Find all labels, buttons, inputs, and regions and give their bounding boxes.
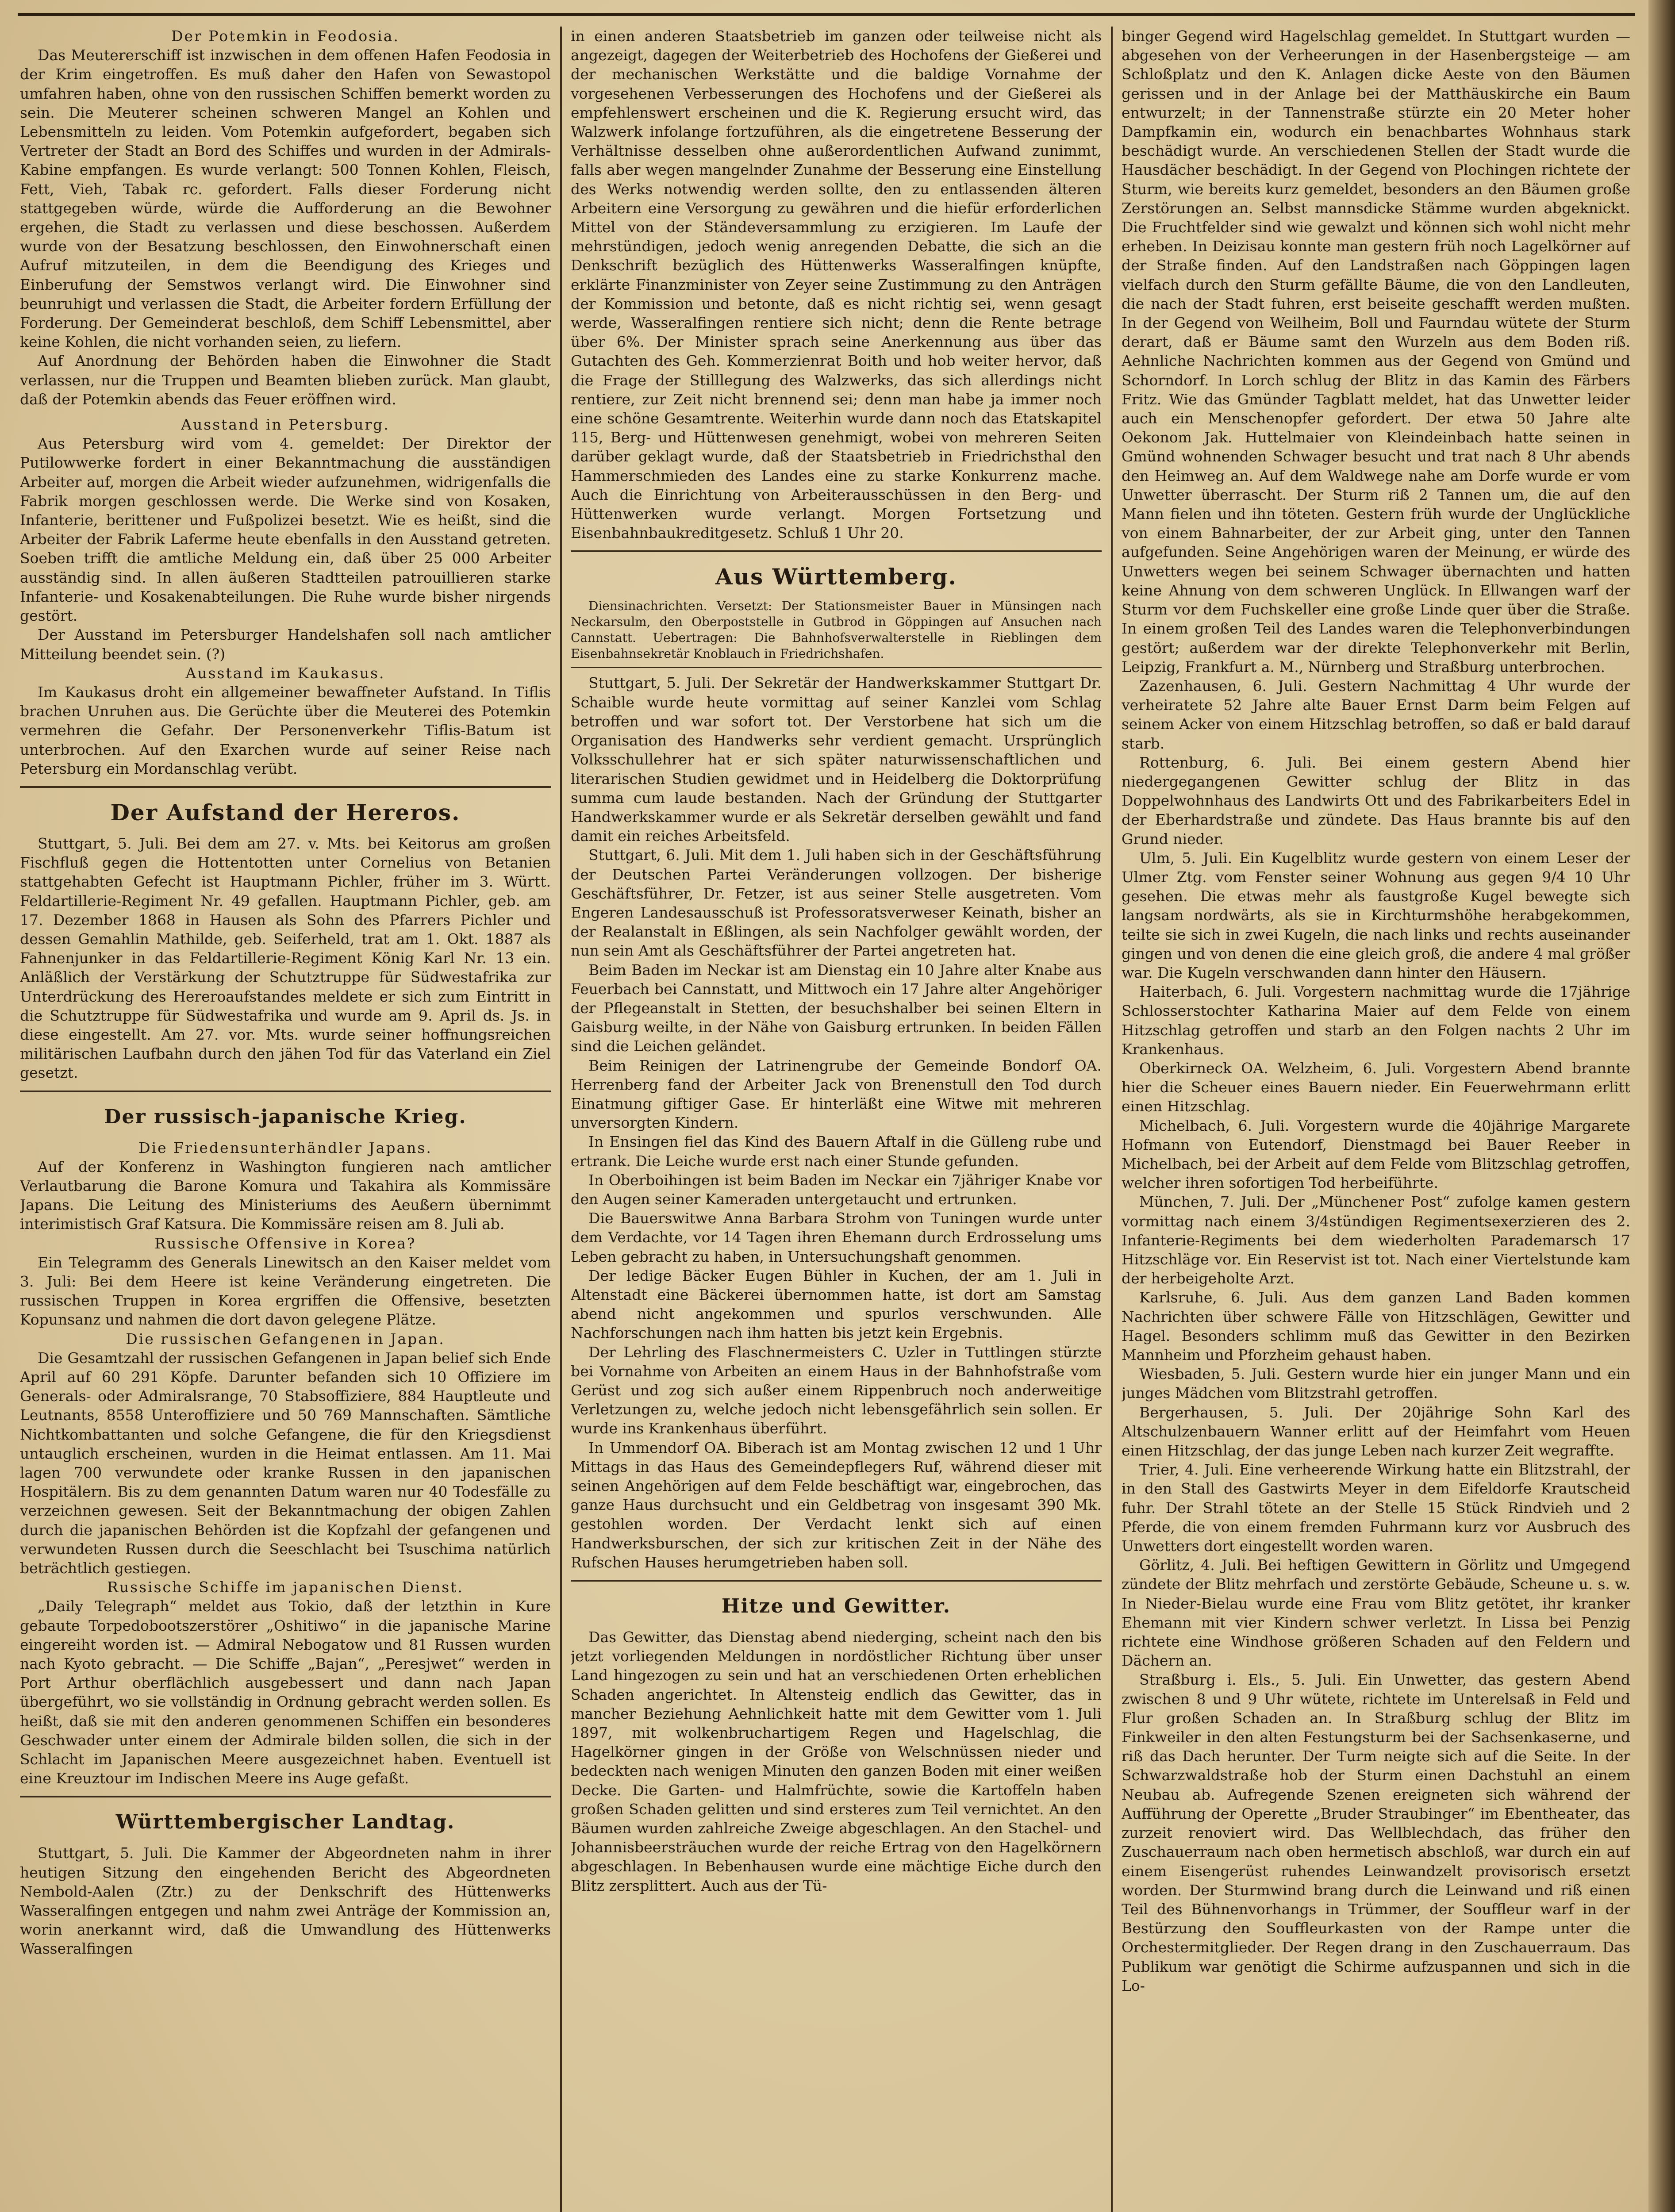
- article-paragraph: Stuttgart, 5. Juli. Der Sekretär der Handwerkskammer Stuttgart Dr. Schaible wurde heute vormittag auf seiner Kanzlei vom Schlag betroffen und war sofort tot. Der Verstorbene hat sich um die Organisation des Handwerks sehr verdient gemacht. Ursprünglich Volksschullehrer hat er sich später naturwissenschaftlichen und literarischen Studien gewidmet und in Heidelberg die Doktorprüfung summa cum laude bestanden. Nach der Gründung der Stuttgarter Handwerkskammer wurde er als Sekretär derselben gewählt und fand damit ein reiches Arbeitsfeld.: [571, 674, 1102, 845]
- article-paragraph: Zazenhausen, 6. Juli. Gestern Nachmittag 4 Uhr wurde der verheiratete 52 Jahre alte Bauer Ernst Darm beim Felgen auf seinem Acker von einem Hitzschlag betroffen, so daß er bald darauf starb.: [1122, 677, 1630, 752]
- section-heading-herero: Der Aufstand der Hereros.: [110, 799, 461, 826]
- article-paragraph: Stuttgart, 6. Juli. Mit dem 1. Juli haben sich in der Geschäftsführung der Deutschen Partei Veränderungen vollzogen. Der bisherige Geschäftsführer, Dr. Fetzer, ist aus seiner Stelle ausgetreten. Vom Engeren Landesausschuß ist Professoratsverweser Keinath, bisher an der Realanstalt in Eßlingen, als sein Nachfolger gewählt worden, der nun sein Amt als Geschäftsführer der Partei angetreten hat.: [571, 846, 1102, 960]
- article-paragraph: Bergerhausen, 5. Juli. Der 20jährige Sohn Karl des Altschulzenbauern Wanner erlitt auf der Heimfahrt vom Heuen einen Hitzschlag, der das junge Leben nach kurzer Zeit wegraffte.: [1122, 1403, 1630, 1459]
- section-divider: [20, 786, 551, 788]
- book-binding: [1648, 0, 1675, 2212]
- section-heading-landtag: Württembergischer Landtag.: [115, 1811, 455, 1834]
- section-heading-wurttemberg: Aus Württemberg.: [715, 564, 957, 590]
- article-paragraph: In Oberboihingen ist beim Baden im Neckar ein 7jähriger Knabe vor den Augen seiner Kameraden untergetaucht und ertrunken.: [571, 1171, 1102, 1208]
- top-rule: [18, 13, 1635, 16]
- column-rule: [1111, 27, 1113, 2212]
- section-divider: [571, 550, 1102, 552]
- article-paragraph: Rottenburg, 6. Juli. Bei einem gestern Abend hier niedergegangenen Gewitter schlug der Blitz in das Doppelwohnhaus des Landwirts Ott und des Fabrikarbeiters Edel in der Eberhardstraße und zündete. Das Haus brannte bis auf den Grund nieder.: [1122, 753, 1630, 848]
- column-1: [20, 27, 551, 2212]
- article-paragraph: Michelbach, 6. Juli. Vorgestern wurde die 40jährige Margarete Hofmann von Eutendorf, Dienstmagd bei Bauer Reeber in Michelbach, bei der Arbeit auf dem Felde vom Blitzschlag getroffen, welcher ihren sofortigen Tod herbeiführte.: [1122, 1117, 1630, 1192]
- subheading-war: Die Friedensunterhändler Japans.: [138, 1139, 432, 1156]
- article-paragraph: Die Gesamtzahl der russischen Gefangenen in Japan belief sich Ende April auf 60 291 Köpfe. Darunter befanden sich 10 Offiziere im Generals- oder Admiralsrange, 70 Stabsoffiziere, 884 Hauptleute und Leutnants, 8558 Unteroffiziere und 50 769 Mannschaften. Sämtliche Nichtkombattanten und solche Gefangene, die für den Kriegsdienst untauglich erscheinen, wurden in die Heimat entlassen. Am 11. Mai lagen 700 verwundete oder kranke Russen in den japanischen Hospitälern. Bis zu dem genannten Datum waren nur 40 Todesfälle zu verzeichnen gewesen. Seit der Bekanntmachung der obigen Zahlen durch die japanischen Behörden ist die Kopfzahl der gefangenen und verwundeten Russen durch die Seeschlacht bei Tsuschima natürlich beträchtlich gestiegen.: [20, 1349, 551, 1577]
- article-paragraph: Stuttgart, 5. Juli. Bei dem am 27. v. Mts. bei Keitorus am großen Fischfluß gegen die Hottentotten unter Cornelius von Betanien stattgehabten Gefecht ist Hauptmann Pichler, früher im 3. Württ. Feldartillerie-Regiment Nr. 49 gefallen. Hauptmann Pichler, geb. am 17. Dezember 1868 in Hausen als Sohn des Pfarrers Pichler und dessen Gemahlin Mathilde, geb. Seiferheld, trat am 1. Okt. 1887 als Fahnenjunker in das Feldartillerie-Regiment König Karl Nr. 13 ein. Anläßlich der Verstärkung der Schutztruppe für Südwestafrika zur Unterdrückung des Hereroaufstandes meldete er sich zum Eintritt in die Schutztruppe für Südwestafrika und wurde am 9. April ds. Js. in diese eingestellt. Am 27. vor. Mts. wurde seiner hoffnungsreichen militärischen Laufbahn durch den jähen Tod für das Vaterland ein Ziel gesetzt.: [20, 834, 551, 1082]
- article-paragraph: Haiterbach, 6. Juli. Vorgestern nachmittag wurde die 17jährige Schlosserstochter Katharina Maier auf dem Felde von einem Hitzschlag getroffen und starb an den Folgen nachts 2 Uhr im Krankenhaus.: [1122, 983, 1630, 1058]
- section-divider: [20, 1091, 551, 1092]
- article-paragraph: Der Lehrling des Flaschnermeisters C. Uzler in Tuttlingen stürzte bei Vornahme von Arbeiten an einem Haus in der Bahnhofstraße vom Gerüst und zog sich außer einem Rippenbruch noch anderweitige Verletzungen zu, welche jedoch nicht lebensgefährlich sein sollen. Er wurde ins Krankenhaus überführt.: [571, 1343, 1102, 1437]
- article-paragraph: Die Bauerswitwe Anna Barbara Strohm von Tuningen wurde unter dem Verdachte, vor 14 Tagen ihren Ehemann durch Erdrosselung ums Leben gebracht zu haben, in Untersuchungshaft genommen.: [571, 1210, 1102, 1265]
- article-paragraph: Trier, 4. Juli. Eine verheerende Wirkung hatte ein Blitzstrahl, der in den Stall des Gastwirts Meyer in dem Eifeldorfe Krautscheid fuhr. Der Strahl tötete an der Stelle 15 Stück Rindvieh und 2 Pferde, die von einem fremden Fuhrmann kurz vor Ausbruch des Unwetters dort eingestellt worden waren.: [1122, 1461, 1630, 1555]
- section-heading-hitze: Hitze und Gewitter.: [721, 1595, 951, 1618]
- section-divider: [571, 1580, 1102, 1582]
- article-paragraph: Beim Baden im Neckar ist am Dienstag ein 10 Jahre alter Knabe aus Feuerbach bei Cannstatt, und Mittwoch ein 17 Jahre alter Angehöriger der Pflegeanstalt in Stetten, der besuchshalber bei seinen Eltern in Gaisburg weilte, in der Nähe von Gaisburg ertrunken. In beiden Fällen sind die Leichen geländet.: [571, 961, 1102, 1055]
- article-paragraph: Auf der Konferenz in Washington fungieren nach amtlicher Verlautbarung die Barone Komura und Takahira als Kommissäre Japans. Die Leitung des Ministeriums des Aeußern übernimmt interimistisch Graf Katsura. Die Kommissäre reisen am 8. Juli ab.: [20, 1158, 551, 1233]
- article-paragraph: Beim Reinigen der Latrinengrube der Gemeinde Bondorf OA. Herrenberg fand der Arbeiter Jack von Brenenstull den Tod durch Einatmung giftiger Gase. Er hinterläßt eine Witwe mit mehreren unversorgten Kindern.: [571, 1056, 1102, 1132]
- subheading-petersburg: Ausstand in Petersburg.: [181, 416, 390, 434]
- subheading-kaukasus: Ausstand im Kaukasus.: [185, 664, 385, 682]
- article-paragraph: München, 7. Juli. Der „Münchener Post“ zufolge kamen gestern vormittag nach einem 3/4stündigen Regimentsexerzieren des 2. Infanterie-Regiments bei dem wiederholten Parademarsch 17 Hitzschläge vor. Ein Reservist ist tot. Nach einer Viertelstunde kam der herbeigeholte Arzt.: [1122, 1193, 1630, 1287]
- article-paragraph: In Ensingen fiel das Kind des Bauern Aftalf in die Gülleng rube und ertrank. Die Leiche wurde erst nach einer Stunde gefunden.: [571, 1133, 1102, 1170]
- subheading-war: Russische Schiffe im japanischen Dienst.: [107, 1578, 464, 1596]
- article-paragraph: Görlitz, 4. Juli. Bei heftigen Gewittern in Görlitz und Umgegend zündete der Blitz mehrfach und zerstörte Gebäude, Scheune u. s. w. In Nieder-Bielau wurde eine Frau vom Blitz getötet, ihr kranker Ehemann mit vier Kindern schwer verletzt. In Lissa bei Penzig richtete eine Windhose größeren Schaden auf den Feldern und Dächern an.: [1122, 1556, 1630, 1670]
- article-paragraph: Ulm, 5. Juli. Ein Kugelblitz wurde gestern von einem Leser der Ulmer Ztg. vom Fenster seiner Wohnung aus gegen 9/4 10 Uhr gesehen. Die etwas mehr als faustgroße Kugel bewegte sich langsam nordwärts, als sie in Kirchturmshöhe herabgekommen, teilte sie sich in zwei Kugeln, die nach links und rechts auseinander gingen und von denen die eine gleich groß, die andere 4 mal größer war. Die Kugeln verschwanden dann hinter den Häusern.: [1122, 849, 1630, 981]
- article-paragraph: Oberkirneck OA. Welzheim, 6. Juli. Vorgestern Abend brannte hier die Scheuer eines Bauern nieder. Ein Feuerwehrmann erlitt einen Hitzschlag.: [1122, 1059, 1630, 1115]
- article-paragraph: In Ummendorf OA. Biberach ist am Montag zwischen 12 und 1 Uhr Mittags in das Haus des Gemeindepflegers Ruf, während dieser mit seinen Angehörigen auf dem Felde beschäftigt war, eingebrochen, das ganze Haus durchsucht und ein Geldbetrag von insgesamt 390 Mk. gestohlen worden. Der Verdacht lenkt sich auf einen Handwerksburschen, der sich zur kritischen Zeit in der Nähe des Rufschen Hauses herumgetrieben haben soll.: [571, 1439, 1102, 1571]
- section-divider: [571, 667, 1102, 668]
- article-paragraph: binger Gegend wird Hagelschlag gemeldet. In Stuttgart wurden — abgesehen von der Verheerungen in der Hasenbergsteige — am Schloßplatz und den K. Anlagen dicke Aeste von den Bäumen gerissen und in der Anlage bei der Matthäuskirche ein Baum entwurzelt; in der Tannenstraße stürzte ein 20 Meter hoher Dampfkamin ein, wodurch ein benachbartes Wohnhaus stark beschädigt wurde. An verschiedenen Stellen der Stadt wurde die Hausdächer beschädigt. In der Gegend von Plochingen richtete der Sturm, wie bereits kurz gemeldet, besonders an den Bäumen große Zerstörungen an. Selbst mannsdicke Stämme wurden abgeknickt. Die Fruchtfelder sind wie gewalzt und können sich wohl nicht mehr erheben. In Deizisau konnte man gestern früh noch Lagelkörner auf der Straße finden. Auf den Landstraßen nach Göppingen lagen vielfach durch den Sturm gefällte Bäume, die von den Landleuten, die nach der Stadt fuhren, erst beiseite geschafft werden mußten. In der Gegend von Weilheim, Boll und Faurndau wütete der Sturm derart, daß er Bäume samt den Wurzeln aus dem Boden riß. Aehnliche Nachrichten kommen aus der Gegend von Gmünd und Schorndorf. In Lorch schlug der Blitz in das Kamin des Färbers Fritz. Wie das Gmünder Tagblatt meldet, hat das Unwetter leider auch ein Menschenopfer gefordert. Der etwa 50 Jahre alte Oekonom Jak. Huttelmaier von Kleindeinbach hatte seinen in Gmünd wohnenden Schwager besucht und trat nach 8 Uhr abends den Heimweg an. Auf dem Waldwege nahe am Dorfe wurde er vom Unwetter überrascht. Der Sturm riß 2 Tannen um, die auf den Mann fielen und ihn töteten. Gestern früh wurde der Unglückliche von einem Bahnarbeiter, der zur Arbeit ging, unter den Tannen aufgefunden. Seine Angehörigen waren der Meinung, er würde des Unwetters wegen bei seinem Schwager übernachten und hatten keine Ahnung von dem schweren Unglück. In Ellwangen warf der Sturm vor dem Fuchskeller eine große Linde quer über die Straße. In einem großen Teil des Landes waren die Telephonverbindungen gestört; außerdem war der direkte Telephonverkehr mit Berlin, Leipzig, Frankfurt a. M., Nürnberg und Straßburg unterbrochen.: [1122, 27, 1630, 676]
- article-paragraph: Wiesbaden, 5. Juli. Gestern wurde hier ein junger Mann und ein junges Mädchen vom Blitzstrahl getroffen.: [1122, 1365, 1630, 1402]
- article-paragraph: Der Ausstand im Petersburger Handelshafen soll nach amtlicher Mitteilung beendet sein. (?): [20, 626, 551, 663]
- article-paragraph: Aus Petersburg wird vom 4. gemeldet: Der Direktor der Putilowwerke fordert in einer Bekanntmachung die ausständigen Arbeiter auf, morgen die Arbeit wieder aufzunehmen, widrigenfalls die Fabrik morgen geschlossen werde. Die Werke sind von Kosaken, Infanterie, berittener und Fußpolizei besetzt. Wie es heißt, sind die Arbeiter der Fabrik Laferme heute ebenfalls in den Ausstand getreten. Soeben trifft die amtliche Meldung ein, daß über 25 000 Arbeiter ausständig sind. In allen äußeren Stadtteilen patrouillieren starke Infanterie- und Kosakenabteilungen. Die Ruhe wurde bisher nirgends gestört.: [20, 435, 551, 625]
- article-paragraph: Straßburg i. Els., 5. Juli. Ein Unwetter, das gestern Abend zwischen 8 und 9 Uhr wütete, richtete im Unterelsaß in Feld und Flur großen Schaden an. In Straßburg schlug der Blitz im Finkweiler in den alten Festungsturm bei der Sachsenkaserne, und riß das Dach herunter. Der Turm neigte sich auf die Seite. In der Schwarzwaldstraße hob der Sturm einen Dachstuhl an einem Neubau ab. Aufregende Szenen ereigneten sich während der Aufführung der Operette „Bruder Straubinger“ im Ebentheater, das zurzeit renoviert wird. Das Wellblechdach, das früher den Zuschauerraum nach oben hermetisch abschloß, war durch ein auf einem Eisengerüst ruhendes Leinwandzelt provisorisch ersetzt worden. Der Sturmwind brang durch die Leinwand und riß einen Teil des Bühnenvorhangs in Trümmer, der Souffleur warf in der Bestürzung den Souffleurkasten von der Rampe unter die Orchestermitglieder. Der Regen drang in den Zuschauerraum. Das Publikum war genötigt die Schirme aufzuspannen und sich in die Lo-: [1122, 1671, 1630, 1994]
- article-paragraph: Stuttgart, 5. Juli. Die Kammer der Abgeordneten nahm in ihrer heutigen Sitzung den eingehenden Bericht des Abgeordneten Nembold-Aalen (Ztr.) zu der Denkschrift des Hüttenwerks Wasseralfingen entgegen und nahm zwei Anträge der Kommission an, worin anerkannt wird, daß die Umwandlung des Hüttenwerks Wasseralfingen: [20, 1844, 551, 1958]
- article-paragraph: Diensinachrichten. Versetzt: Der Stationsmeister Bauer in Münsingen nach Neckarsulm, den Oberpoststelle in Gutbrod in Göppingen auf Ansuchen nach Cannstatt. Uebertragen: Die Bahnhofsverwalterstelle in Rieblingen dem Eisenbahnsekretär Knoblauch in Friedrichshafen.: [571, 599, 1102, 661]
- column-rule: [560, 27, 562, 2212]
- subheading-war: Russische Offensive in Korea?: [154, 1234, 416, 1252]
- article-paragraph: in einen anderen Staatsbetrieb im ganzen oder teilweise nicht als angezeigt, dagegen der Weiterbetrieb des Hochofens der Gießerei und der mechanischen Werkstätte und die baldige Vornahme der vorgesehenen Verbesserungen des Hochofens und der Gießerei als empfehlenswert erscheinen und die K. Regierung ersucht wird, das Walzwerk infolange fortzuführen, als die eingetretene Besserung der Verhältnisse desselben ohne außerordentlichen Aufwand zunimmt, falls aber wegen mangelnder Zunahme der Besserung eine Einstellung des Werks notwendig werden sollte, den zu entlassenden älteren Arbeitern eine Versorgung zu gewähren und die hiefür erforderlichen Mittel von der Ständeversammlung zu erzigieren. Im Laufe der mehrstündigen, jedoch wenig anregenden Debatte, die sich an die Denkschrift bezüglich des Hüttenwerks Wasseralfingen knüpfte, erklärte Finanzminister von Zeyer seine Zustimmung zu den Anträgen der Kommission und betonte, daß es nicht richtig sei, wenn gesagt werde, Wasseralfingen rentiere sich nicht; denn die Rente betrage über 6%. Der Minister sprach seine Anerkennung aus über das Gutachten des Geh. Kommerzienrat Boith und hob weiter hervor, daß die Frage der Stilllegung des Walzwerks, das sich allerdings nicht rentiere, zur Zeit nicht brennend sei; denn man habe ja immer noch eine schöne Gesamtrente. Weiterhin wurde dann noch das Etatskapitel 115, Berg- und Hüttenwesen genehmigt, wobei von mehreren Seiten darüber geklagt wurde, daß der Staatsbetrieb in Friedrichsthal den Hammerschmieden des Landes eine zu starke Konkurrenz mache. Auch die Einrichtung von Arbeiterausschüssen in den Berg- und Hüttenwerken wurde verlangt. Morgen Fortsetzung und Eisenbahnbaukreditgesetz. Schluß 1 Uhr 20.: [571, 27, 1102, 542]
- article-paragraph: Karlsruhe, 6. Juli. Aus dem ganzen Land Baden kommen Nachrichten über schwere Fälle von Hitzschlägen, Gewitter und Hagel. Besonders schlimm muß das Gewitter in den Bezirken Mannheim und Pforzheim gehaust haben.: [1122, 1289, 1630, 1364]
- article-paragraph: Das Gewitter, das Dienstag abend niederging, scheint nach den bis jetzt vorliegenden Meldungen in nordöstlicher Richtung über unser Land hingezogen zu sein und hat an verschiedenen Orten erheblichen Schaden angerichtet. In Altensteig endlich das Gewitter, das in mancher Beziehung Aehnlichkeit hatte mit dem Gewitter vom 1. Juli 1897, mit wolkenbruchartigem Regen und Hagelschlag, die Hagelkörner gingen in der Größe von Welschnüssen nieder und bedeckten nach wenigen Minuten den ganzen Boden mit einer weißen Decke. Die Garten- und Halmfrüchte, sowie die Kartoffeln haben großen Schaden gelitten und sind ersteres zum Teil vernichtet. An den Bäumen wurden zahlreiche Zweige abgeschlagen. An den Stachel- und Johannisbeersträuchen wurde der reiche Ertrag von den Hagelkörnern abgeschlagen. In Bebenhausen wurde eine mächtige Eiche durch den Blitz zersplittert. Auch aus der Tü-: [571, 1628, 1102, 1894]
- column-3: [1122, 27, 1630, 2212]
- column-2: [571, 27, 1102, 2212]
- article-paragraph: Der ledige Bäcker Eugen Bühler in Kuchen, der am 1. Juli in Altenstadt eine Bäckerei übernommen hatte, ist dort am Samstag abend nicht angekommen und spurlos verschwunden. Alle Nachforschungen nach ihm hatten bis jetzt kein Ergebnis.: [571, 1267, 1102, 1342]
- section-heading-war: Der russisch-japanische Krieg.: [104, 1105, 467, 1128]
- section-divider: [20, 1796, 551, 1797]
- article-paragraph: Im Kaukasus droht ein allgemeiner bewaffneter Aufstand. In Tiflis brachen Unruhen aus. Die Gerüchte über die Meuterei des Potemkin vermehren die Gefahr. Der Personenverkehr Tiflis-Batum ist unterbrochen. Auf den Exarchen wurde auf seiner Reise nach Petersburg ein Mordanschlag verübt.: [20, 683, 551, 777]
- subheading-potemkin: Der Potemkin in Feodosia.: [171, 27, 400, 45]
- article-paragraph: Auf Anordnung der Behörden haben die Einwohner die Stadt verlassen, nur die Truppen und Beamten blieben zurück. Man glaubt, daß der Potemkin abends das Feuer eröffnen wird.: [20, 352, 551, 408]
- article-paragraph: „Daily Telegraph“ meldet aus Tokio, daß der letzthin in Kure gebaute Torpedobootszerstörer „Oshitiwo“ in die japanische Marine eingereiht worden ist. — Admiral Nebogatow und 81 Russen wurden nach Kyoto gebracht. — Die Schiffe „Bajan“, „Peresjwet“ werden in Port Arthur oberflächlich ausgebessert und dann nach Japan übergeführt, wo sie vollständig in Ordnung gebracht werden sollen. Es heißt, daß sie mit den anderen genommenen Schiffen ein besonderes Geschwader unter einem der Admirale bilden sollen, die sich in der Schlacht im Japanischen Meere ausgezeichnet haben. Eventuell ist eine Kreuztour im Indischen Meere ins Auge gefaßt.: [20, 1598, 551, 1787]
- article-paragraph: Das Meutererschiff ist inzwischen in dem offenen Hafen Feodosia in der Krim eingetroffen. Es muß daher den Hafen von Sewastopol umfahren haben, ohne von den russischen Schiffen bemerkt worden zu sein. Die Meuterer scheinen schweren Mangel an Kohlen und Lebensmitteln zu leiden. Vom Potemkin aufgefordert, begaben sich Vertreter der Stadt an Bord des Schiffes und wurden in der Admirals-Kabine empfangen. Es wurde verlangt: 500 Tonnen Kohlen, Fleisch, Fett, Vieh, Tabak rc. gefordert. Falls dieser Forderung nicht stattgegeben würde, würde die Aufforderung an die Bewohner ergehen, die Stadt zu verlassen und diese beschossen. Außerdem wurde von der Besatzung beschlossen, den Einwohnerschaft einen Aufruf mitzuteilen, in dem die Beendigung des Krieges und Einberufung der Semstwos verlangt wird. Die Einwohner sind beunruhigt und verlassen die Stadt, die Arbeiter fordern Erfüllung der Forderung. Der Gemeinderat beschloß, dem Schiff Lebensmittel, aber keine Kohlen, die nicht vorhanden seien, zu liefern.: [20, 46, 551, 351]
- subheading-war: Die russischen Gefangenen in Japan.: [126, 1330, 445, 1348]
- article-paragraph: Ein Telegramm des Generals Linewitsch an den Kaiser meldet vom 3. Juli: Bei dem Heere ist keine Veränderung eingetreten. Die russischen Truppen in Korea ergriffen die Offensive, besetzten Kopunsanz und nahmen die dort davon gelegene Plätze.: [20, 1253, 551, 1329]
